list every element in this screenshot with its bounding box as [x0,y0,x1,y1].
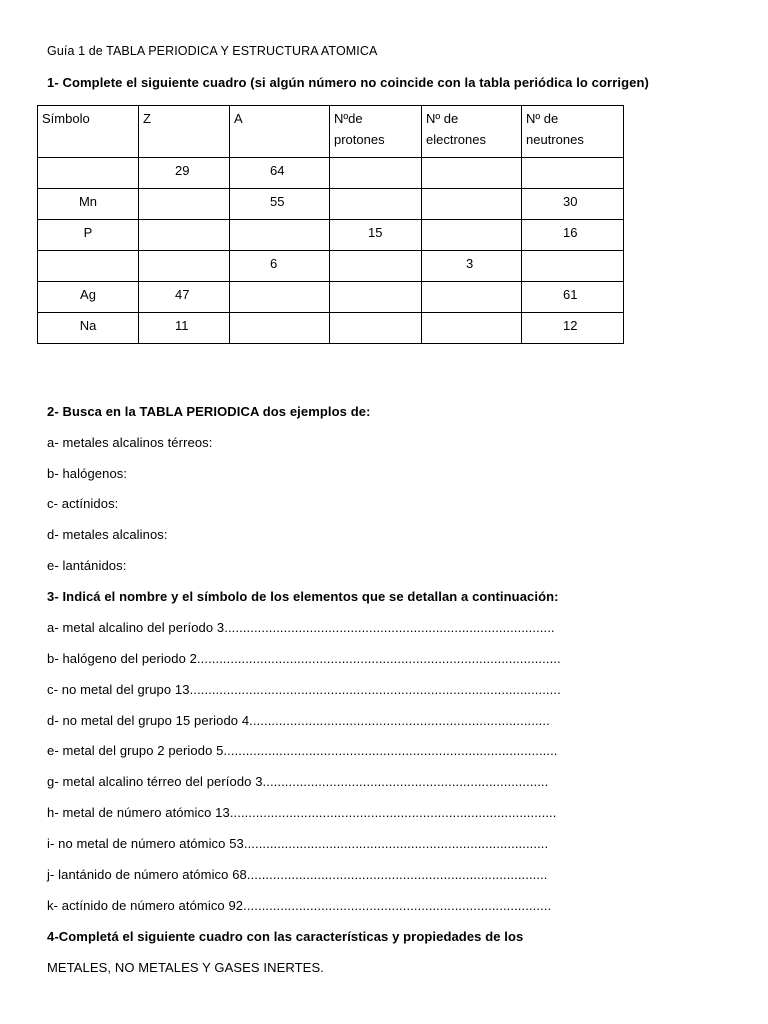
cell-a[interactable]: 6 [230,251,330,282]
question-2-item: d- metales alcalinos: [47,527,168,542]
question-4-heading: 4-Completá el siguiente cuadro con las características y propiedades de los [47,929,524,944]
cell-protons[interactable] [330,282,422,313]
cell-a[interactable] [230,282,330,313]
table-row [38,220,624,251]
table-row [38,251,624,282]
cell-electrons[interactable] [422,313,522,344]
question-3-item: e- metal del grupo 2 periodo 5.......................................................................................... [47,743,558,758]
document-title: Guía 1 de TABLA PERIODICA Y ESTRUCTURA ATOMICA [47,44,378,58]
header-protons: Nºde protones [330,106,422,158]
cell-protons[interactable] [330,158,422,189]
cell-neutrons[interactable]: 61 [522,282,624,313]
cell-z[interactable]: 29 [139,158,230,189]
table-row [38,282,624,313]
header-neutrons: Nº de neutrones [522,106,624,158]
cell-protons[interactable] [330,189,422,220]
cell-z[interactable]: 11 [139,313,230,344]
question-3-item: g- metal alcalino térreo del período 3............................................................................. [47,774,549,789]
question-1-heading: 1- Complete el siguiente cuadro (si algún número no coincide con la tabla periódica lo corrigen) [47,75,649,90]
question-2-item: e- lantánidos: [47,558,127,573]
question-2-item: a- metales alcalinos térreos: [47,435,213,450]
cell-symbol[interactable] [38,251,139,282]
cell-protons[interactable] [330,251,422,282]
header-symbol: Símbolo [38,106,139,158]
header-z: Z [139,106,230,158]
cell-z[interactable] [139,220,230,251]
question-3-heading: 3- Indicá el nombre y el símbolo de los elementos que se detallan a continuación: [47,589,559,604]
question-3-item: j- lantánido de número atómico 68................................................................................. [47,867,548,882]
cell-a[interactable]: 64 [230,158,330,189]
table-row [38,158,624,189]
table-row [38,313,624,344]
cell-symbol[interactable]: Mn [38,189,139,220]
cell-protons[interactable]: 15 [330,220,422,251]
question-3-item: i- no metal de número atómico 53.................................................................................. [47,836,549,851]
question-2-heading: 2- Busca en la TABLA PERIODICA dos ejemplos de: [47,404,371,419]
question-3-item: k- actínido de número atómico 92................................................................................... [47,898,552,913]
cell-symbol[interactable]: Ag [38,282,139,313]
table-row [38,189,624,220]
cell-neutrons[interactable]: 30 [522,189,624,220]
question-2-item: c- actínidos: [47,496,119,511]
cell-electrons[interactable]: 3 [422,251,522,282]
cell-z[interactable] [139,189,230,220]
table-header-row [38,106,624,158]
question-3-item: h- metal de número atómico 13........................................................................................ [47,805,557,820]
cell-neutrons[interactable]: 16 [522,220,624,251]
cell-symbol[interactable] [38,158,139,189]
cell-electrons[interactable] [422,220,522,251]
question-4-heading-continued: METALES, NO METALES Y GASES INERTES. [47,960,324,975]
cell-a[interactable] [230,220,330,251]
atomic-structure-table [37,105,624,344]
question-3-item: c- no metal del grupo 13.................................................................................................... [47,682,561,697]
cell-protons[interactable] [330,313,422,344]
cell-electrons[interactable] [422,282,522,313]
cell-neutrons[interactable] [522,251,624,282]
cell-symbol[interactable]: Na [38,313,139,344]
cell-electrons[interactable] [422,158,522,189]
cell-symbol[interactable]: P [38,220,139,251]
cell-neutrons[interactable] [522,158,624,189]
question-3-item: a- metal alcalino del período 3......................................................................................... [47,620,555,635]
header-a: A [230,106,330,158]
cell-a[interactable] [230,313,330,344]
cell-a[interactable]: 55 [230,189,330,220]
question-3-item: b- halógeno del periodo 2.................................................................................................. [47,651,561,666]
question-3-item: d- no metal del grupo 15 periodo 4................................................................................. [47,713,550,728]
cell-z[interactable]: 47 [139,282,230,313]
cell-neutrons[interactable]: 12 [522,313,624,344]
header-electrons: Nº de electrones [422,106,522,158]
cell-electrons[interactable] [422,189,522,220]
question-2-item: b- halógenos: [47,466,128,481]
cell-z[interactable] [139,251,230,282]
